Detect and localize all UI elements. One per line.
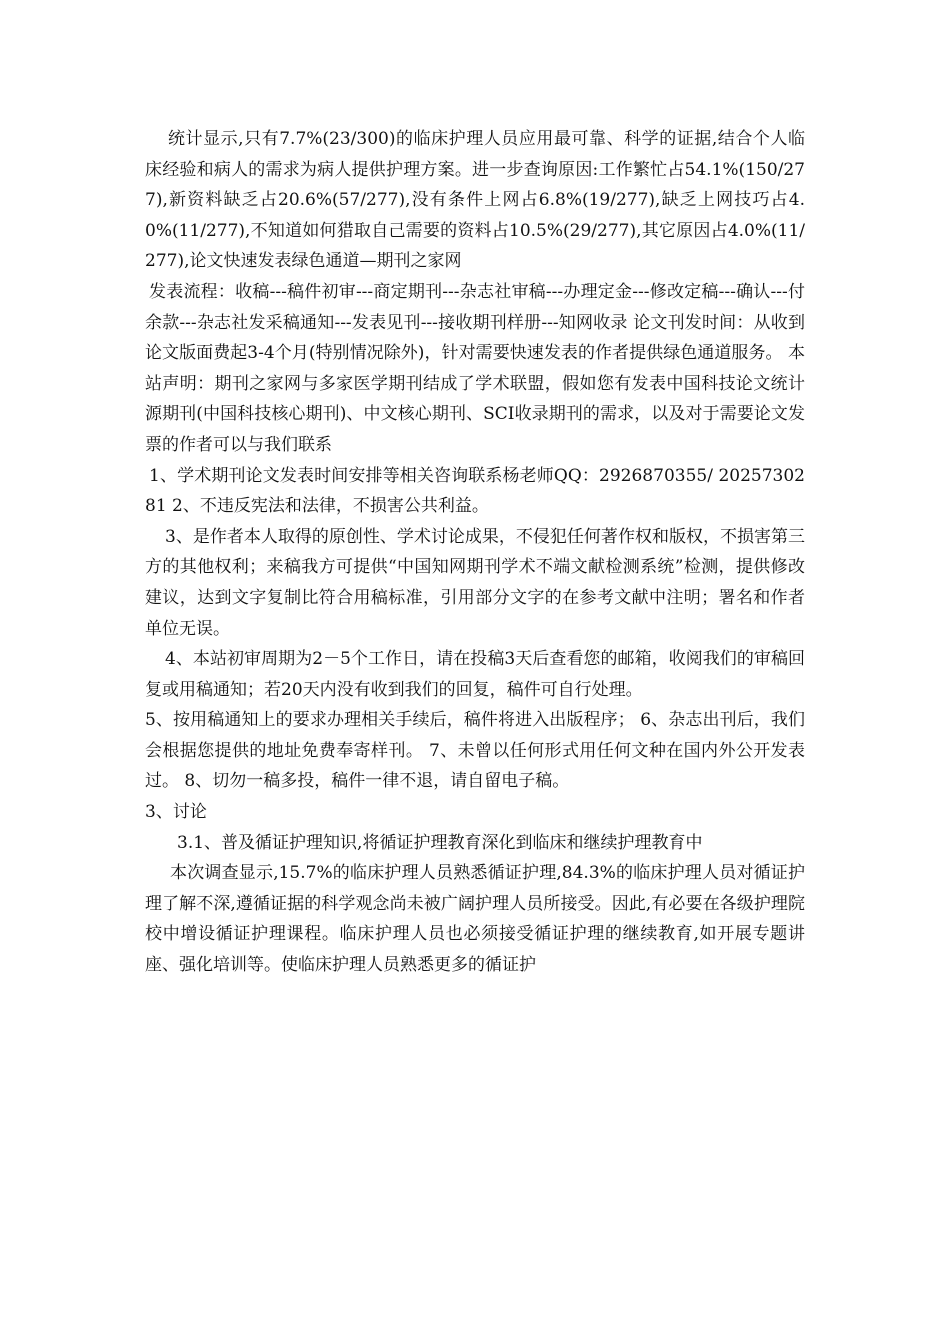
survey-result-paragraph: 本次调查显示,15.7%的临床护理人员熟悉循证护理,84.3%的临床护理人员对循证护理了解不深,遵循证据的科学观念尚未被广阔护理人员所接受。因此,有必要在各级护理院校中增设循证护理课程。临床护理人员也必须接受循证护理的继续教育,如开展专题讲座、强化培训等。使临床护理人员熟悉更多的循证护 — [145, 863, 805, 976]
statistics-paragraph: 统计显示,只有7.7%(23/300)的临床护理人员应用最可靠、科学的证据,结合个人临床经验和病人的需求为病人提供护理方案。进一步查询原因:工作繁忙占54.1%(150/277),新资料缺乏占20.6%(57/277),没有条件上网占6.8%(19/277),缺乏上网技巧占4.0%(11/277),不知道如何猎取自己需要的资料占10.5%(29/277),其它原因占4.0%(11/277),论文快速发表绿色通道—期刊之家网 — [145, 129, 805, 272]
section-heading: 3、讨论 — [145, 802, 207, 823]
document-body — [145, 124, 805, 981]
publication-process-paragraph: 发表流程：收稿---稿件初审---商定期刊---杂志社审稿---办理定金---修改定稿---确认---付余款---杂志社发采稿通知---发表见刊---接收期刊样册---知网收录 论文刊发时间：从收到论文版面费起3-4个月(特别情况除外)，针对需要快速发表的作者提供绿色通道服务。 本站声明：期刊之家网与多家医学期刊结成了学术联盟，假如您有发表中国科技论文统计源期刊(中国科技核心期刊)、中文核心期刊、SCI收录期刊的需求，以及对于需要论文发票的作者可以与我们联系 — [145, 281, 805, 455]
procedure-notice-paragraph: 5、按用稿通知上的要求办理相关手续后，稿件将进入出版程序； 6、杂志出刊后，我们会根据您提供的地址免费奉寄样刊。 7、未曾以任何形式用任何文种在国内外公开发表过。 8、切勿一稿多投，稿件一律不退，请自留电子稿。 — [145, 710, 805, 792]
review-period-paragraph: 4、本站初审周期为2－5个工作日，请在投稿3天后查看您的邮箱，收阅我们的审稿回复或用稿通知；若20天内没有收到我们的回复，稿件可自行处理。 — [145, 649, 805, 700]
subsection-heading: 3.1、普及循证护理知识,将循证护理教育深化到临床和继续护理教育中 — [177, 832, 703, 853]
originality-notice-paragraph: 3、是作者本人取得的原创性、学术讨论成果，不侵犯任何著作权和版权，不损害第三方的其他权利；来稿我方可提供“中国知网期刊学术不端文献检测系统”检测，提供修改建议，达到文字复制比符合用稿标准，引用部分文字的在参考文献中注明；署名和作者单位无误。 — [145, 526, 805, 639]
contact-notice-paragraph: 1、学术期刊论文发表时间安排等相关咨询联系杨老师QQ：2926870355/ 2025730281 2、不违反宪法和法律，不损害公共利益。 — [145, 465, 805, 517]
